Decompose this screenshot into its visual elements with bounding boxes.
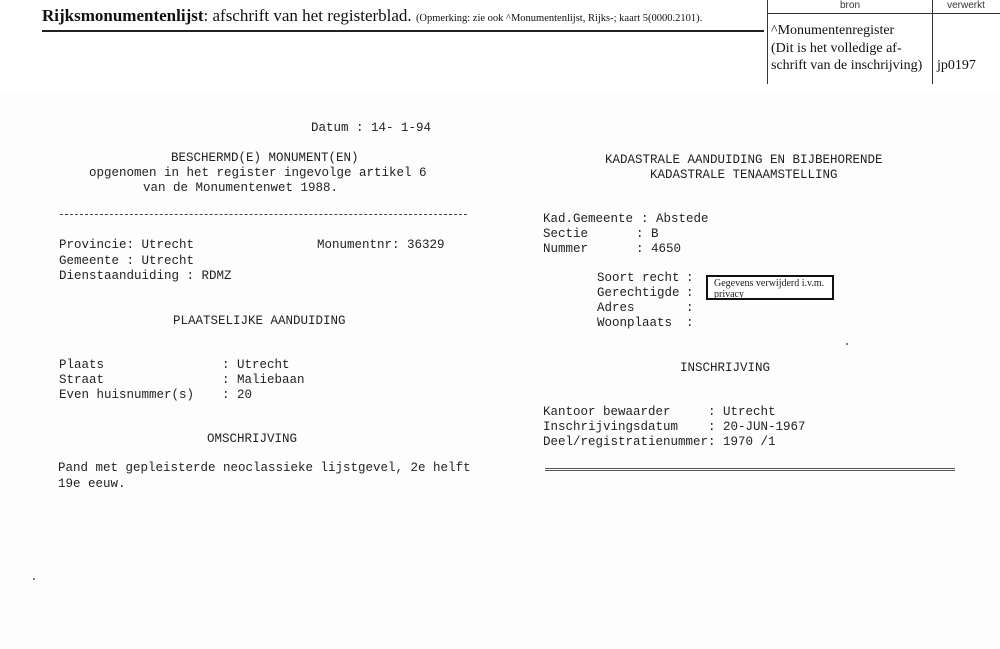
recht-label: Woonplaats [597, 316, 673, 330]
recht-value: : [686, 271, 694, 285]
page-title [42, 6, 702, 26]
source-box-divider [768, 13, 1000, 14]
recht-label: Adres [597, 301, 635, 315]
document-date: Datum : 14- 1-94 [311, 121, 432, 135]
inschrijving-label: Deel/registratienummer [543, 435, 709, 449]
omschrijving-line: 19e eeuw. [58, 477, 126, 491]
location-value: : Maliebaan [222, 373, 305, 387]
kad-value: : Abstede [641, 212, 709, 226]
bron-label: bron [839, 0, 860, 11]
kad-label: Kad.Gemeente [543, 212, 634, 226]
source-box [767, 0, 1000, 84]
right-heading-line-2: KADASTRALE TENAAMSTELLING [650, 168, 838, 182]
inschrijving-value: : 1970 /1 [708, 435, 776, 449]
right-heading-line-1: KADASTRALE AANDUIDING EN BIJBEHORENDE [605, 153, 883, 167]
header-rule [42, 30, 764, 32]
left-dashed-separator [60, 214, 467, 215]
location-value: : 20 [222, 388, 253, 402]
location-label: Even huisnummer(s) [59, 388, 195, 402]
right-double-separator [545, 468, 955, 471]
verwerkt-value: jp0197 [937, 58, 976, 73]
inschrijving-label: Kantoor bewaarder [543, 405, 671, 419]
title-bold: Rijksmonumentenlijst [42, 6, 204, 25]
recht-value: : [686, 301, 694, 315]
privacy-redaction-box: Gegevens verwijderd i.v.m. privacy [706, 275, 834, 300]
dienstaanduiding: Dienstaanduiding : RDMZ [59, 269, 232, 283]
recht-label: Soort recht [597, 271, 680, 285]
kad-label: Nummer [543, 242, 589, 256]
omschrijving-line: Pand met gepleisterde neoclassieke lijstgevel, 2e helft [58, 461, 471, 475]
title-note: (Opmerking: zie ook ^Monumentenlijst, Rijks-; kaart 5(0000.2101). [415, 13, 703, 24]
title-rest: : afschrift van het registerblad. [203, 6, 412, 25]
kad-value: : B [636, 227, 659, 241]
verwerkt-label: verwerkt [947, 0, 985, 11]
location-label: Straat [59, 373, 105, 387]
monumentnr: Monumentnr: 36329 [317, 238, 445, 252]
bron-text [771, 22, 922, 75]
left-heading-line-2: opgenomen in het register ingevolge artikel 6 [89, 166, 427, 180]
recht-label: Gerechtigde [597, 286, 680, 300]
bron-line: ^Monumentenregister [771, 23, 895, 38]
location-label: Plaats [59, 358, 105, 372]
source-box-column-divider [932, 0, 933, 84]
recht-value: : [686, 316, 694, 330]
scan-speck [846, 343, 848, 345]
gemeente: Gemeente : Utrecht [59, 254, 195, 268]
inschrijving-label: Inschrijvingsdatum [543, 420, 679, 434]
left-heading-line-1: BESCHERMD(E) MONUMENT(EN) [171, 151, 359, 165]
kad-label: Sectie [543, 227, 589, 241]
bron-line: schrift van de inschrijving) [771, 58, 923, 73]
recht-value: : [686, 286, 694, 300]
omschrijving-heading: OMSCHRIJVING [207, 432, 298, 446]
plaatselijke-heading: PLAATSELIJKE AANDUIDING [173, 314, 346, 328]
inschrijving-value: : 20-JUN-1967 [708, 420, 806, 434]
inschrijving-heading: INSCHRIJVING [680, 361, 771, 375]
kad-value: : 4650 [636, 242, 682, 256]
inschrijving-value: : Utrecht [708, 405, 776, 419]
provincie: Provincie: Utrecht [59, 238, 195, 252]
left-heading-line-3: van de Monumentenwet 1988. [143, 181, 339, 195]
scan-speck [33, 578, 35, 580]
bron-line: (Dit is het volledige af- [771, 40, 902, 56]
location-value: : Utrecht [222, 358, 290, 372]
